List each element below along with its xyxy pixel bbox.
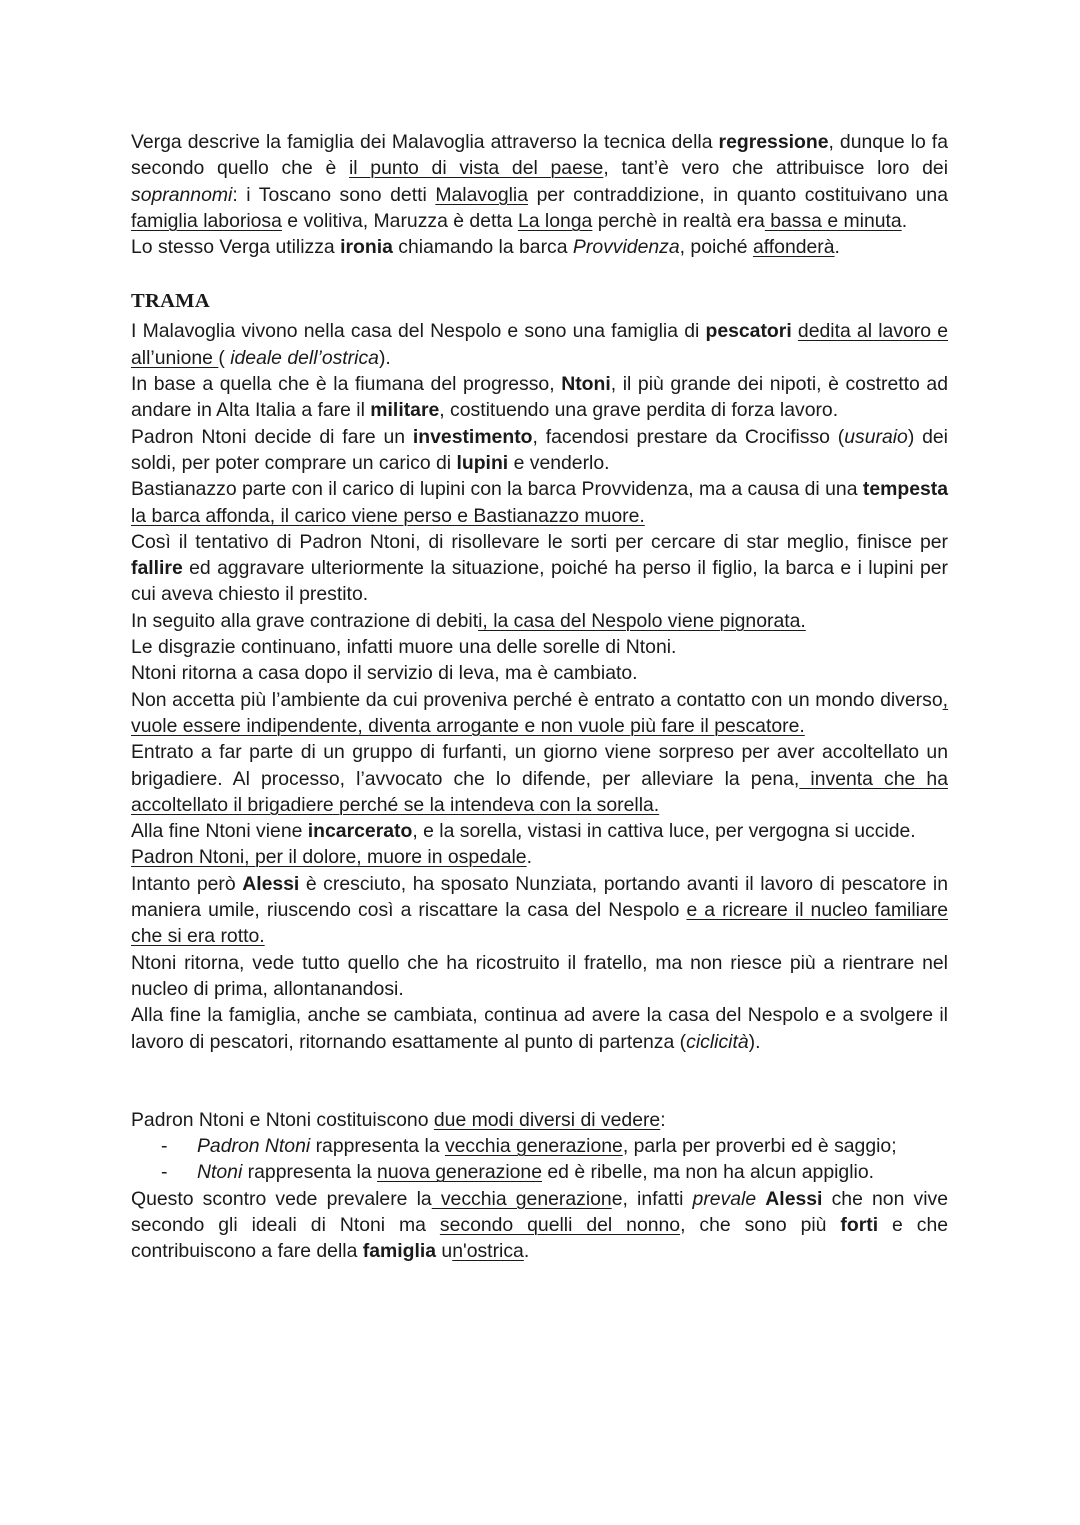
- text-run: che non vive secondo gli ideali di Ntoni ma: [131, 1187, 948, 1236]
- text-run: Padron Ntoni, per il dolore, muore in ospedale: [131, 846, 527, 869]
- text-run: .: [526, 846, 532, 869]
- text-run: Alla fine la famiglia, anche se cambiata, continua ad avere la casa del Nespolo e a svolgere il lavoro di pescatori, ritornando esattamente al punto di partenza (: [131, 1004, 948, 1053]
- text-run: militare: [370, 399, 440, 422]
- conclusion-paragraph: [131, 1186, 948, 1265]
- text-run: perchè in realtà era: [592, 209, 765, 232]
- text-run: .: [901, 209, 908, 232]
- generations-list: [131, 1133, 948, 1186]
- text-run: Lo stesso Verga utilizza: [131, 236, 341, 259]
- text-run: investimento: [412, 425, 533, 448]
- text-run: ironia: [340, 236, 393, 259]
- text-run: secondo quelli del nonno: [439, 1213, 681, 1236]
- text-run: soprannomi: [131, 183, 233, 206]
- text-run: la barca affonda, il carico viene perso e Bastianazzo muore.: [131, 504, 645, 527]
- underline: [377, 1161, 542, 1183]
- text-run: famiglia laboriosa: [131, 209, 282, 232]
- underline: [445, 1135, 623, 1157]
- text-run: :: [660, 1108, 666, 1131]
- text-run: e a ricreare il nucleo familiare che si era rotto.: [131, 899, 948, 948]
- text-run: pescatori: [705, 320, 792, 343]
- text-run: ).: [748, 1030, 761, 1053]
- text-run: Alessi: [765, 1187, 823, 1210]
- text-run: forti: [840, 1213, 879, 1236]
- text-run: usuraio: [844, 425, 908, 448]
- text-run: , costituendo una grave perdita di forza lavoro.: [439, 399, 839, 422]
- text-run: e volitiva, Maruzza è detta: [281, 209, 518, 232]
- text-run: dedita al lavoro e all’unione: [131, 320, 949, 369]
- text-run: ) dei soldi, per poter comprare un carico di: [131, 425, 948, 474]
- text-run: Padron Ntoni e Ntoni costituiscono: [131, 1108, 434, 1131]
- text-run: Padron Ntoni: [197, 1135, 311, 1158]
- text-run: bassa e minuta: [764, 209, 902, 232]
- section-heading-trama: TRAMA: [131, 290, 210, 313]
- text-run: u: [436, 1240, 453, 1263]
- underline: [434, 1109, 660, 1131]
- text-run: : i Toscano sono detti: [232, 183, 436, 206]
- dash-bullet: -: [161, 1135, 168, 1158]
- text-run: rappresenta la: [242, 1161, 378, 1184]
- text-run: , il più grande dei nipoti, è costretto ad andare in Alta Italia a fare il: [131, 373, 948, 422]
- modi-intro-paragraph: [131, 1107, 948, 1133]
- trama-paragraph: [131, 318, 948, 1054]
- list-item-text: [197, 1135, 897, 1157]
- text-run: [756, 1188, 765, 1210]
- text-run: per contraddizione, in quanto costituivano una: [528, 183, 948, 206]
- intro-paragraph: [131, 129, 948, 260]
- text-run: .: [834, 236, 840, 259]
- underline: [131, 210, 282, 232]
- text-run: , tant’è vero che attribuisce loro dei: [603, 157, 949, 180]
- dash-bullet: -: [161, 1161, 168, 1184]
- text-run: incarcerato: [307, 820, 413, 843]
- text-run: Verga descrive la famiglia dei Malavoglia attraverso la tecnica della: [131, 131, 719, 153]
- text-run: chiamando la barca: [392, 236, 573, 259]
- underline: [435, 184, 528, 206]
- text-run: In base a quella che è la fiumana del progresso,: [131, 373, 562, 396]
- underline: [518, 210, 592, 232]
- text-run: due modi diversi di vedere: [433, 1108, 661, 1131]
- text-run: n'ostrica: [452, 1240, 524, 1263]
- text-run: è cresciuto, ha sposato Nunziata, portando avanti il lavoro di pescatore in maniera umile, riuscendo così a riscattare la casa del Nespolo: [131, 872, 948, 922]
- text-run: Le disgrazie continuano, infatti muore una delle sorelle di Ntoni.: [131, 636, 677, 659]
- underline: [765, 210, 902, 232]
- text-run: , facendosi prestare da Crocifisso (: [532, 425, 845, 448]
- text-run: nuova generazione: [377, 1161, 542, 1184]
- text-run: i, la casa del Nespolo viene pignorata.: [478, 609, 806, 632]
- underline: [432, 1188, 612, 1210]
- text-run: affonderà: [752, 236, 835, 259]
- underline: [452, 1240, 524, 1262]
- text-run: Alla fine Ntoni viene: [131, 820, 308, 843]
- text-run: Ntoni: [197, 1161, 243, 1184]
- text-run: , parla per proverbi ed è saggio;: [622, 1135, 897, 1158]
- text-run: Ntoni ritorna a casa dopo il servizio di leva, ma è cambiato.: [131, 662, 638, 685]
- underline: [349, 157, 603, 179]
- text-run: prevale: [692, 1187, 757, 1210]
- text-run: Malavoglia: [435, 183, 529, 206]
- text-run: , poiché: [679, 236, 753, 259]
- text-run: regressione: [718, 131, 829, 153]
- text-run: e venderlo.: [508, 451, 610, 474]
- text-run: Ntoni ritorna, vede tutto quello che ha ricostruito il fratello, ma non riesce più a rientrare nel nucleo di prima, allontanandosi.: [131, 951, 948, 1000]
- text-run: Padron Ntoni decide di fare un: [131, 425, 413, 448]
- text-run: In seguito alla grave contrazione di debit: [131, 609, 479, 632]
- text-run: Entrato a far parte di un gruppo di furfanti, un giorno viene sorpreso per aver accoltellato un brigadiere. Al processo, l’avvocato che lo difende, per alleviare la pena,: [131, 741, 948, 790]
- text-run: fallire: [131, 557, 183, 580]
- text-run: Alessi: [242, 872, 300, 895]
- text-run: Non accetta più l’ambiente da cui proveniva perché è entrato a contatto con un mondo diverso: [131, 688, 943, 711]
- list-item: [161, 1133, 948, 1159]
- text-run: ciclicità: [686, 1030, 749, 1053]
- underline: [131, 846, 527, 868]
- text-run: ed aggravare ulteriormente la situazione, poiché ha perso il figlio, la barca e i lupini per cui aveva chiesto il prestito.: [131, 557, 948, 606]
- text-run: Così il tentativo di Padron Ntoni, di risollevare le sorti per cercare di star meglio, finisce per: [131, 530, 948, 553]
- document-page: [131, 129, 948, 1265]
- text-run: lupini: [456, 451, 509, 474]
- text-run: Intanto però: [131, 872, 243, 895]
- text-run: vecchia generazion: [431, 1187, 612, 1210]
- text-run: , e la sorella, vistasi in cattiva luce, per vergogna si uccide.: [412, 820, 916, 843]
- list-item: [161, 1159, 948, 1185]
- text-run: (: [218, 346, 231, 369]
- text-run: Questo scontro vede prevalere la: [131, 1187, 432, 1210]
- text-run: famiglia: [362, 1240, 437, 1263]
- text-run: e, infatti: [611, 1187, 693, 1210]
- text-run: I Malavoglia vivono nella casa del Nespolo e sono una famiglia di: [131, 320, 706, 343]
- underline: [478, 610, 806, 632]
- text-run: vecchia generazione: [444, 1135, 623, 1158]
- text-run: inventa che ha accoltellato il brigadiere perché se la intendeva con la sorella.: [131, 767, 948, 816]
- spacer: [131, 1055, 948, 1107]
- text-run: , vuole essere indipendente, diventa arrogante e non vuole più fare il pescatore.: [131, 688, 948, 737]
- text-run: , dunque lo fa secondo quello che è: [131, 131, 948, 180]
- text-run: il punto di vista del paese: [348, 157, 604, 180]
- text-run: , che sono più: [680, 1213, 841, 1236]
- list-item-text: [197, 1161, 874, 1183]
- text-run: rappresenta la: [310, 1135, 445, 1158]
- underline: [753, 236, 835, 258]
- underline: [131, 505, 645, 527]
- text-run: Provvidenza: [572, 236, 680, 259]
- text-run: ideale dell’ostrica: [230, 346, 379, 369]
- text-run: e che contribuiscono a fare della: [131, 1213, 949, 1263]
- text-run: Bastianazzo parte con il carico di lupini con la barca Provvidenza, ma a causa di una: [131, 478, 863, 501]
- text-run: La longa: [517, 209, 593, 232]
- text-run: ed è ribelle, ma non ha alcun appiglio.: [541, 1161, 875, 1184]
- text-run: ).: [378, 346, 391, 369]
- underline: [440, 1214, 680, 1236]
- text-run: .: [523, 1240, 530, 1263]
- text-run: tempesta: [862, 478, 949, 501]
- text-run: Ntoni: [561, 373, 611, 396]
